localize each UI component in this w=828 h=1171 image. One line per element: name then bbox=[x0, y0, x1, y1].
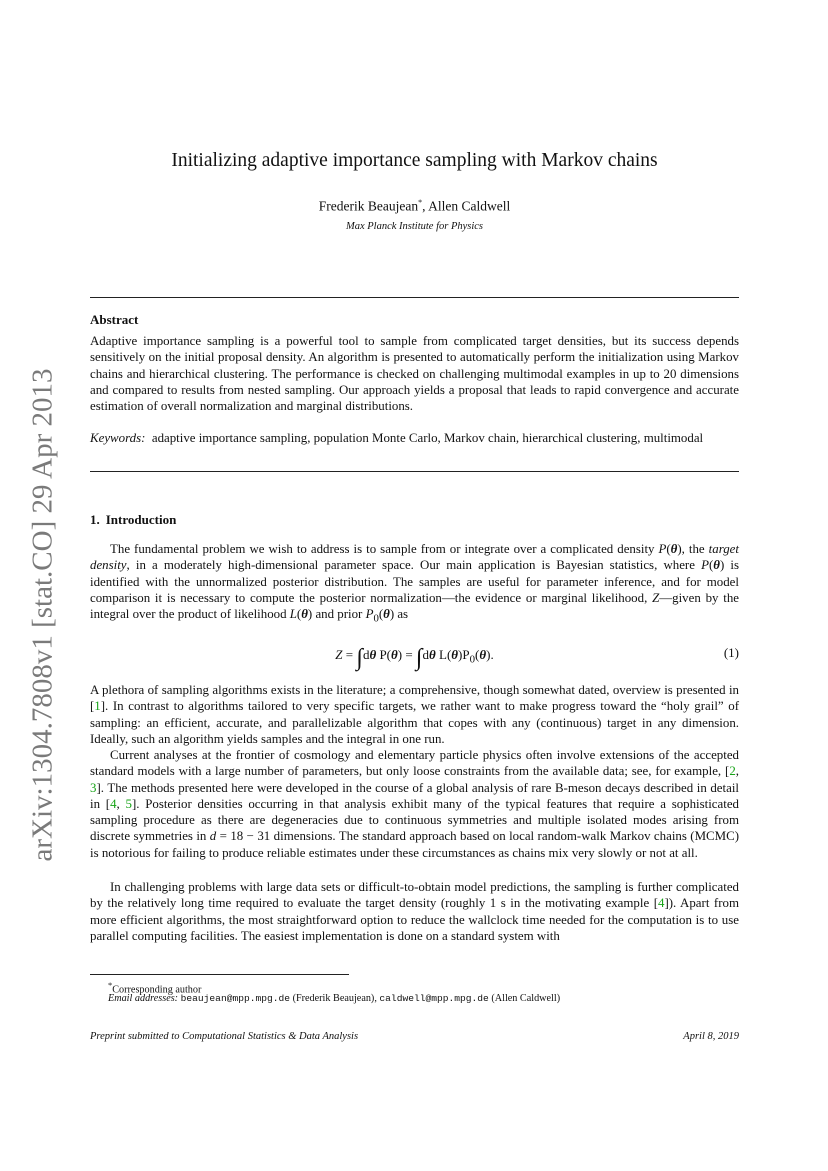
keywords-label: Keywords: bbox=[90, 431, 146, 445]
keywords-text: adaptive importance sampling, population Monte Carlo, Markov chain, hierarchical clustering, multimodal bbox=[151, 431, 704, 445]
integral-sign: ∫ bbox=[356, 645, 363, 671]
author-name: Frederik Beaujean bbox=[318, 198, 419, 214]
intro-paragraph-3: Current analyses at the frontier of cosmology and elementary particle physics often involve extensions of the accepted standard models with a large number of parameters, but only loose constraints from the available data; see, for example, [2, 3]. The methods presented here were developed in the course of a global analysis of rare B-meson decays described in detail in [4, 5]. Posterior densities occurring in that analysis exhibit many of the typical features that require a sophisticated sampling procedure as there are degeneracies due to continuous symmetries and multiple isolated modes arising from discrete symmetries in d = 18 − 31 dimensions. The standard approach based on local random-walk Markov chains (MCMC) is notorious for failing to produce reliable estimates under these circumstances as chains mix very slowly or not at all. bbox=[90, 748, 739, 860]
top-rule bbox=[90, 297, 739, 298]
footnote-rule bbox=[90, 974, 349, 975]
intro-paragraph-1: The fundamental problem we wish to address is to sample from or integrate over a complicated density P(θ), the target density, in a moderately high-dimensional parameter space. Our main application is Bayesian statistics, where P(θ) is identified with the unnormalized posterior distribution. The samples are useful for parameter inference, and for model comparison it is necessary to compute the posterior normalization—the evidence or marginal likelihood, Z—given by the integral over the product of likelihood L(θ) and prior $P_0(\theta)$ as bbox=[90, 542, 739, 625]
equation-body: Z = ∫dθ P(θ) = ∫dθ $L(\theta)P_0(\theta)$. bbox=[335, 645, 494, 671]
arxiv-identifier: arXiv:1304.7808v1 [stat.CO] 29 Apr 2013 bbox=[26, 368, 59, 862]
footnote-emails: Email addresses: beaujean@mpp.mpg.de (Frederik Beaujean), caldwell@mpp.mpg.de (Allen Caldwell) bbox=[108, 993, 561, 1004]
footer-date: April 8, 2019 bbox=[683, 1031, 739, 1042]
integral-sign: ∫ bbox=[415, 645, 423, 671]
citation-link[interactable]: 3 bbox=[90, 780, 97, 795]
citation-link[interactable]: 1 bbox=[94, 699, 101, 714]
intro-paragraph-4: In challenging problems with large data sets or difficult-to-obtain model predictions, the sampling is further complicated by the relatively long time required to evaluate the target density (roughly 1 s in the motivating example [4]). Apart from more efficient algorithms, the most straightforward option to reduce the wallclock time needed for the computation is to use parallel computing facilities. The easiest implementation is done on a standard system with bbox=[90, 880, 739, 943]
equation-1 bbox=[90, 636, 739, 672]
author-name-rest: , Allen Caldwell bbox=[422, 198, 511, 214]
keywords bbox=[90, 430, 739, 446]
abstract-text: Adaptive importance sampling is a powerful tool to sample from complicated target densities, but its success depends sensitively on the initial proposal density. An algorithm is presented to automatically perform the initialization using Markov chains and hierarchical clustering. The performance is checked on challenging multimodal examples in up to 20 dimensions and compared to results from nested sampling. Our approach yields a proposal that leads to rapid convergence and accurate estimation of overall normalization and marginal distributions. bbox=[90, 334, 739, 414]
bottom-rule bbox=[90, 471, 739, 472]
intro-paragraph-2: A plethora of sampling algorithms exists in the literature; a comprehensive, though somewhat dated, overview is presented in [1]. In contrast to algorithms tailored to very specific targets, we rather want to make progress toward the “holy grail” of sampling: an efficient, accurate, and parallelizable algorithm that copes with any (continuous) target in any dimension. Ideally, such an algorithm yields samples and the integral in one run. bbox=[90, 683, 739, 746]
email-link[interactable]: beaujean@mpp.mpg.de bbox=[180, 993, 291, 1004]
citation-link[interactable]: 4 bbox=[110, 796, 117, 811]
corresponding-mark: * bbox=[418, 198, 423, 207]
section-title: Introduction bbox=[105, 512, 177, 527]
citation-link[interactable]: 2 bbox=[729, 764, 736, 779]
footer-journal: Preprint submitted to Computational Statistics & Data Analysis bbox=[90, 1031, 359, 1042]
citation-link[interactable]: 4 bbox=[657, 896, 665, 911]
author-line bbox=[90, 198, 739, 215]
citation-link[interactable]: 5 bbox=[125, 796, 132, 811]
arxiv-sidebar bbox=[18, 365, 68, 865]
equation-number: (1) bbox=[723, 645, 739, 660]
section-heading bbox=[90, 512, 176, 528]
paper-title: Initializing adaptive importance sampling with Markov chains bbox=[171, 150, 658, 171]
section-number: 1. bbox=[90, 512, 100, 527]
footnote-corresponding: *Corresponding author bbox=[108, 980, 202, 996]
affiliation: Max Planck Institute for Physics bbox=[345, 221, 484, 232]
email-link[interactable]: caldwell@mpp.mpg.de bbox=[379, 993, 489, 1004]
abstract-heading: Abstract bbox=[90, 312, 139, 327]
